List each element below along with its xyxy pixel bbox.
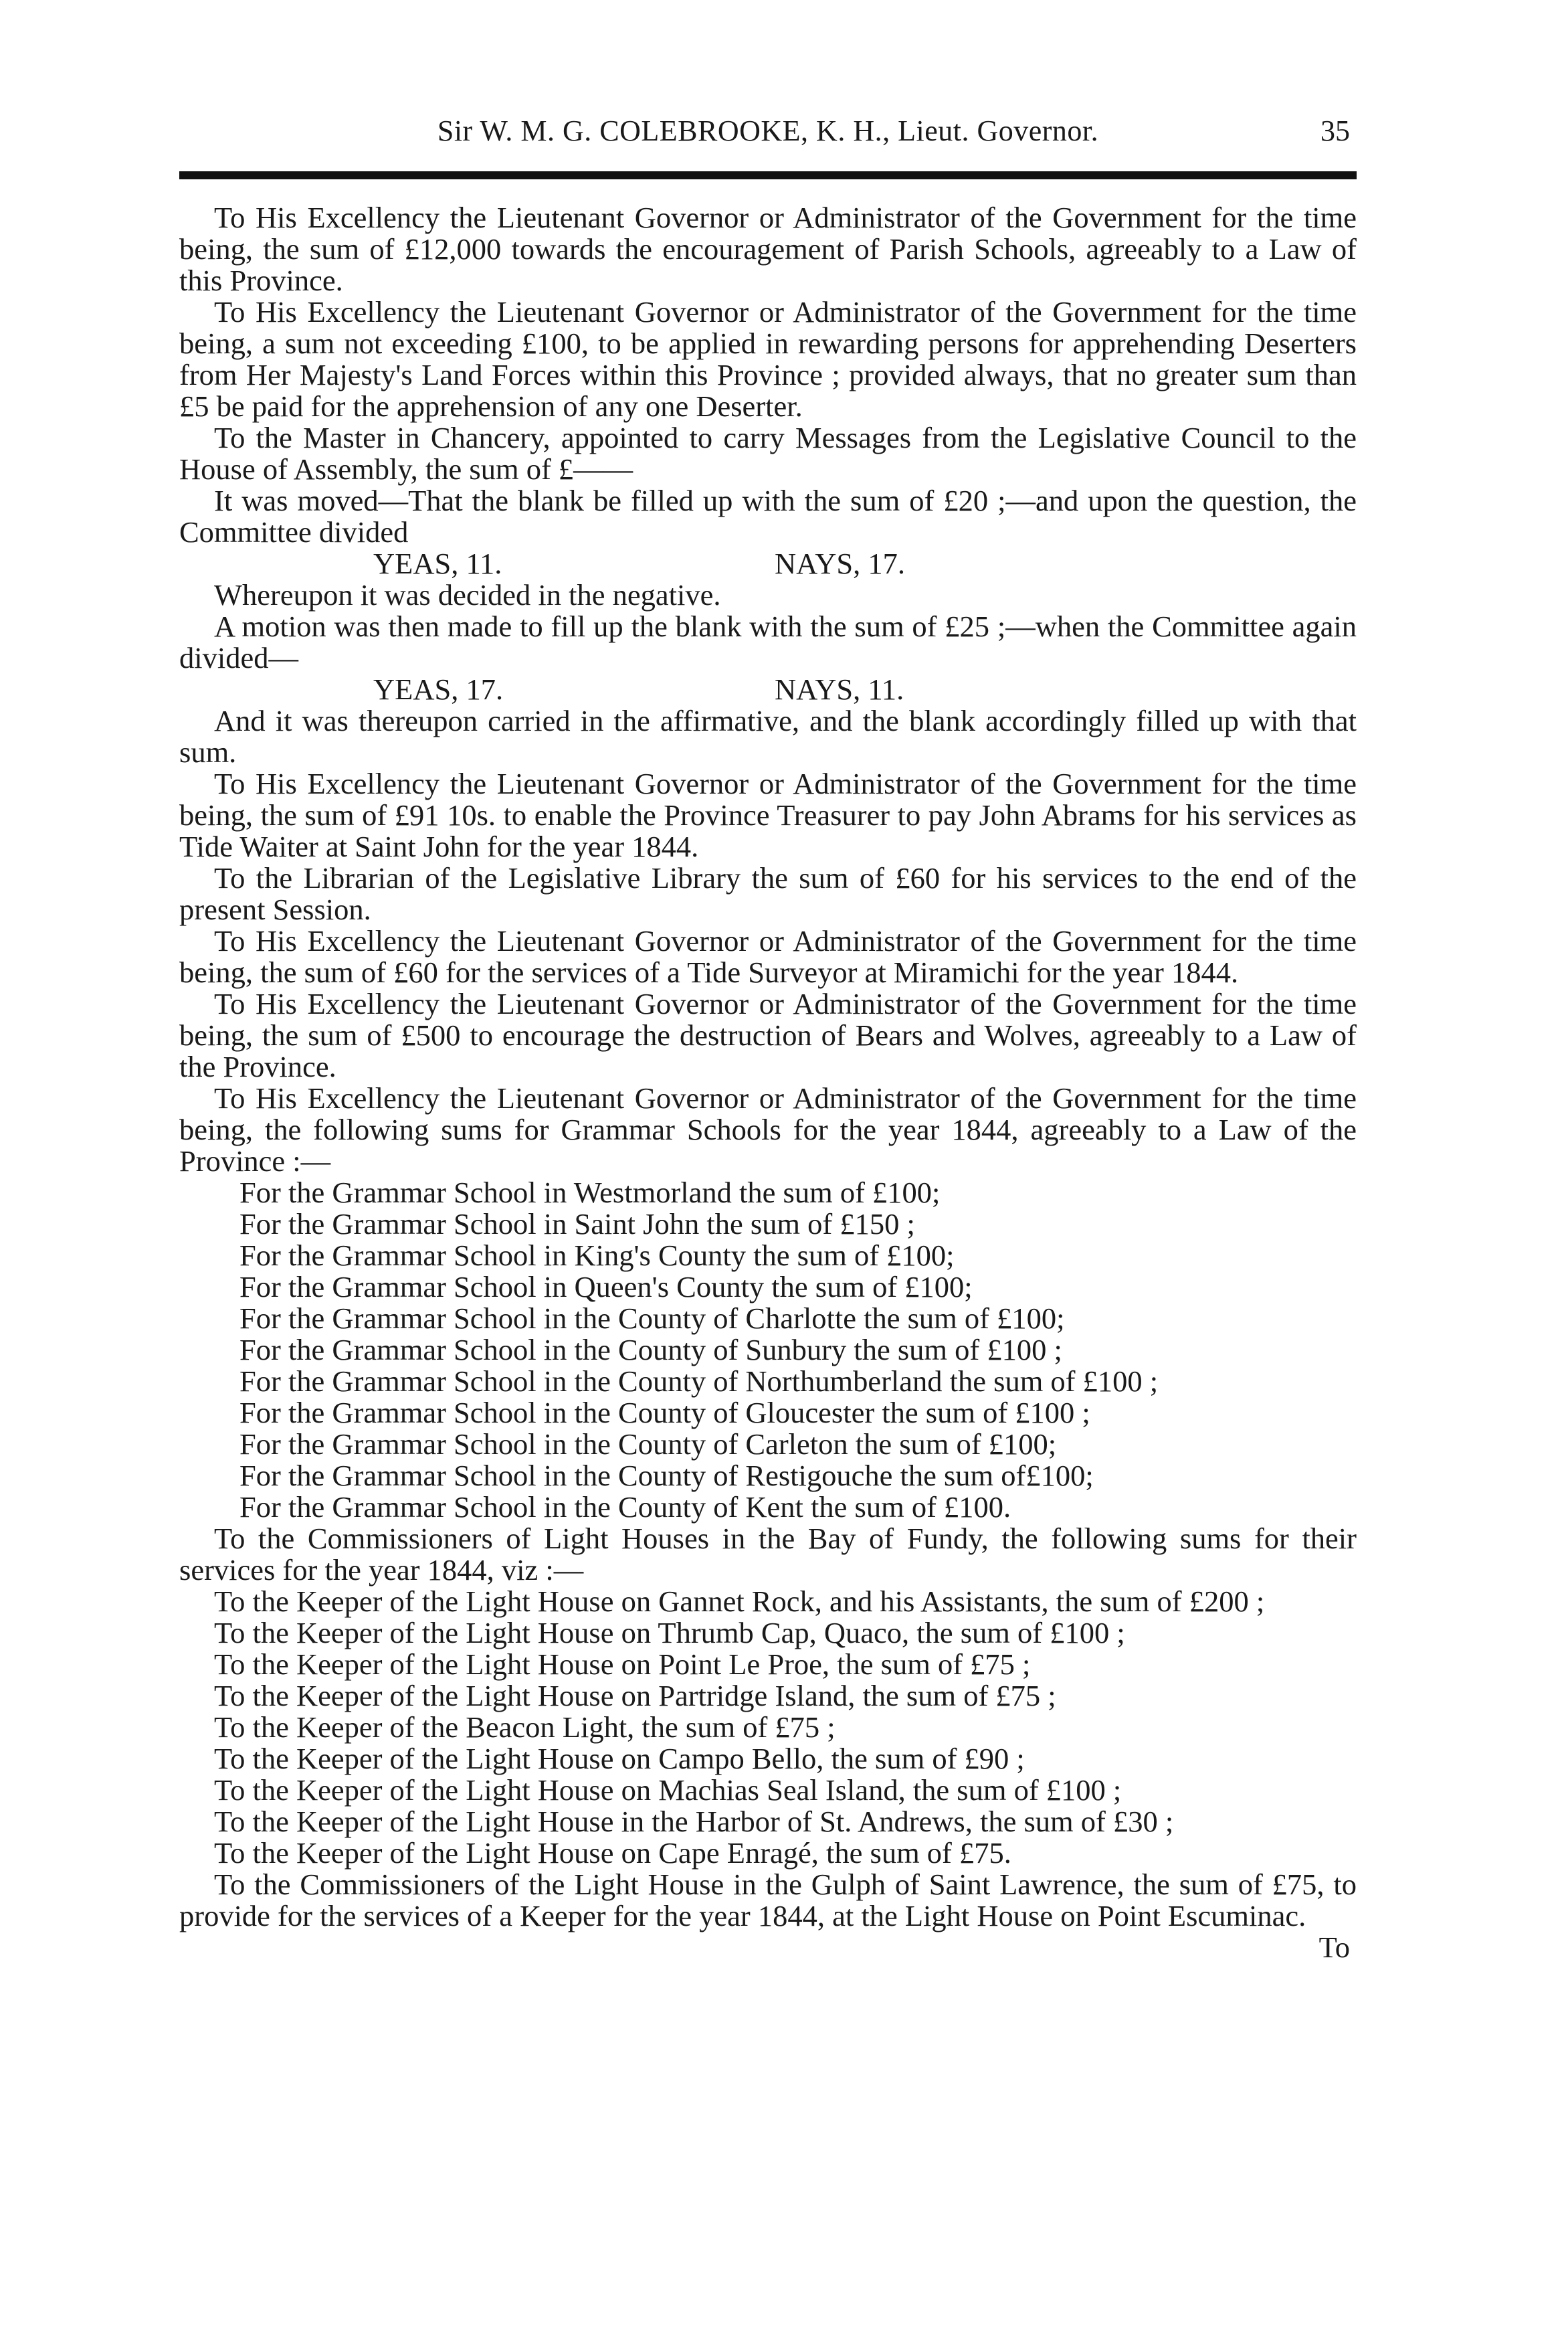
list-item: For the Grammar School in the County of Charlotte the sum of £100; [239, 1301, 1065, 1335]
vote1-nays: NAYS, 17. [775, 547, 905, 580]
list-item: For the Grammar School in Queen's County the sum of £100; [239, 1270, 973, 1303]
list-item: For the Grammar School in the County of Sunbury the sum of £100 ; [239, 1333, 1062, 1366]
paragraph-librarian: To the Librarian of the Legislative Library the sum of £60 for his services to the end of the present Session. [179, 861, 1357, 926]
running-head: Sir W. M. G. COLEBROOKE, K. H., Lieut. Governor. [437, 114, 1099, 147]
list-item: To the Keeper of the Light House on Point Le Proe, the sum of £75 ; [214, 1647, 1031, 1681]
list-item: For the Grammar School in King's County the sum of £100; [239, 1239, 955, 1272]
paragraph-light-houses-intro: To the Commissioners of Light Houses in the Bay of Fundy, the following sums for their services for the year 1844, viz :— [179, 1522, 1357, 1587]
paragraph-bears-wolves: To His Excellency the Lieutenant Governor or Administrator of the Government for the time being, the sum of £500 to encourage the destruction of Bears and Wolves, agreeably to a Law of the Province. [179, 987, 1357, 1083]
paragraph-grammar-schools-intro: To His Excellency the Lieutenant Governor or Administrator of the Government for the time being, the following sums for Grammar Schools for the year 1844, agreeably to a Law of the Province :— [179, 1081, 1357, 1178]
list-item: For the Grammar School in the County of Carleton the sum of £100; [239, 1427, 1057, 1461]
list-item: For the Grammar School in the County of Gloucester the sum of £100 ; [239, 1396, 1090, 1429]
vote-result-2 [179, 674, 1357, 705]
page-header [179, 114, 1357, 167]
body-text [179, 202, 1357, 1963]
list-item: For the Grammar School in Saint John the sum of £150 ; [239, 1207, 915, 1241]
grammar-school-list [179, 1177, 1357, 1523]
list-item: To the Keeper of the Light House on Campo Bello, the sum of £90 ; [214, 1742, 1025, 1775]
vote-result-1 [179, 548, 1357, 579]
list-item: For the Grammar School in the County of Restigouche the sum of£100; [239, 1459, 1094, 1492]
list-item: To the Keeper of the Light House on Cape Enragé, the sum of £75. [214, 1836, 1011, 1870]
list-item: To the Keeper of the Beacon Light, the sum of £75 ; [214, 1710, 836, 1744]
list-item: For the Grammar School in the County of Northumberland the sum of £100 ; [239, 1364, 1159, 1398]
paragraph-deserters: To His Excellency the Lieutenant Governor or Administrator of the Government for the time being, a sum not exceeding £100, to be applied in rewarding persons for apprehending Deserters from Her Majesty's Land Forces within this Province ; provided always, that no greater sum than £5 be paid for the apprehension of any one Deserter. [179, 295, 1357, 423]
header-rule [179, 171, 1357, 179]
list-item: To the Keeper of the Light House on Partridge Island, the sum of £75 ; [214, 1679, 1056, 1712]
paragraph-master-in-chancery: To the Master in Chancery, appointed to carry Messages from the Legislative Council to the House of Assembly, the sum of £—— [179, 421, 1357, 486]
vote2-nays: NAYS, 11. [775, 672, 904, 706]
paragraph-tide-surveyor: To His Excellency the Lieutenant Governor or Administrator of the Government for the time being, the sum of £60 for the services of a Tide Surveyor at Miramichi for the year 1844. [179, 924, 1357, 989]
list-item: To the Keeper of the Light House in the Harbor of St. Andrews, the sum of £30 ; [214, 1805, 1174, 1838]
paragraph-tide-waiter: To His Excellency the Lieutenant Governor or Administrator of the Government for the time being, the sum of £91 10s. to enable the Province Treasurer to pay John Abrams for his services as Tide Waiter at Saint John for the year 1844. [179, 767, 1357, 863]
catchword: To [1318, 1930, 1350, 1964]
light-house-list [179, 1617, 1357, 1869]
paragraph-motion-25: A motion was then made to fill up the blank with the sum of £25 ;—when the Committee again divided— [179, 610, 1357, 674]
paragraph-gannet-rock: To the Keeper of the Light House on Gannet Rock, and his Assistants, the sum of £200 ; [214, 1585, 1265, 1618]
page-number: 35 [1320, 114, 1350, 147]
list-item: For the Grammar School in Westmorland the sum of £100; [239, 1176, 941, 1209]
paragraph-parish-schools: To His Excellency the Lieutenant Governor or Administrator of the Government for the time being, the sum of £12,000 towards the encouragement of Parish Schools, agreeably to a Law of this Province. [179, 201, 1357, 297]
vote2-yeas: YEAS, 17. [373, 672, 504, 706]
list-item: To the Keeper of the Light House on Machias Seal Island, the sum of £100 ; [214, 1773, 1122, 1807]
vote1-yeas: YEAS, 11. [373, 547, 502, 580]
paragraph-negative: Whereupon it was decided in the negative. [214, 578, 721, 612]
document-page [179, 114, 1357, 1963]
paragraph-motion-20: It was moved—That the blank be filled up with the sum of £20 ;—and upon the question, the Committee divided [179, 484, 1357, 549]
list-item: To the Keeper of the Light House on Thrumb Cap, Quaco, the sum of £100 ; [214, 1616, 1125, 1649]
list-item: For the Grammar School in the County of Kent the sum of £100. [239, 1490, 1011, 1524]
paragraph-affirmative: And it was thereupon carried in the affirmative, and the blank accordingly filled up with that sum. [179, 704, 1357, 769]
paragraph-gulph-saint-lawrence: To the Commissioners of the Light House in the Gulph of Saint Lawrence, the sum of £75, to provide for the services of a Keeper for the year 1844, at the Light House on Point Escuminac. [179, 1868, 1357, 1932]
